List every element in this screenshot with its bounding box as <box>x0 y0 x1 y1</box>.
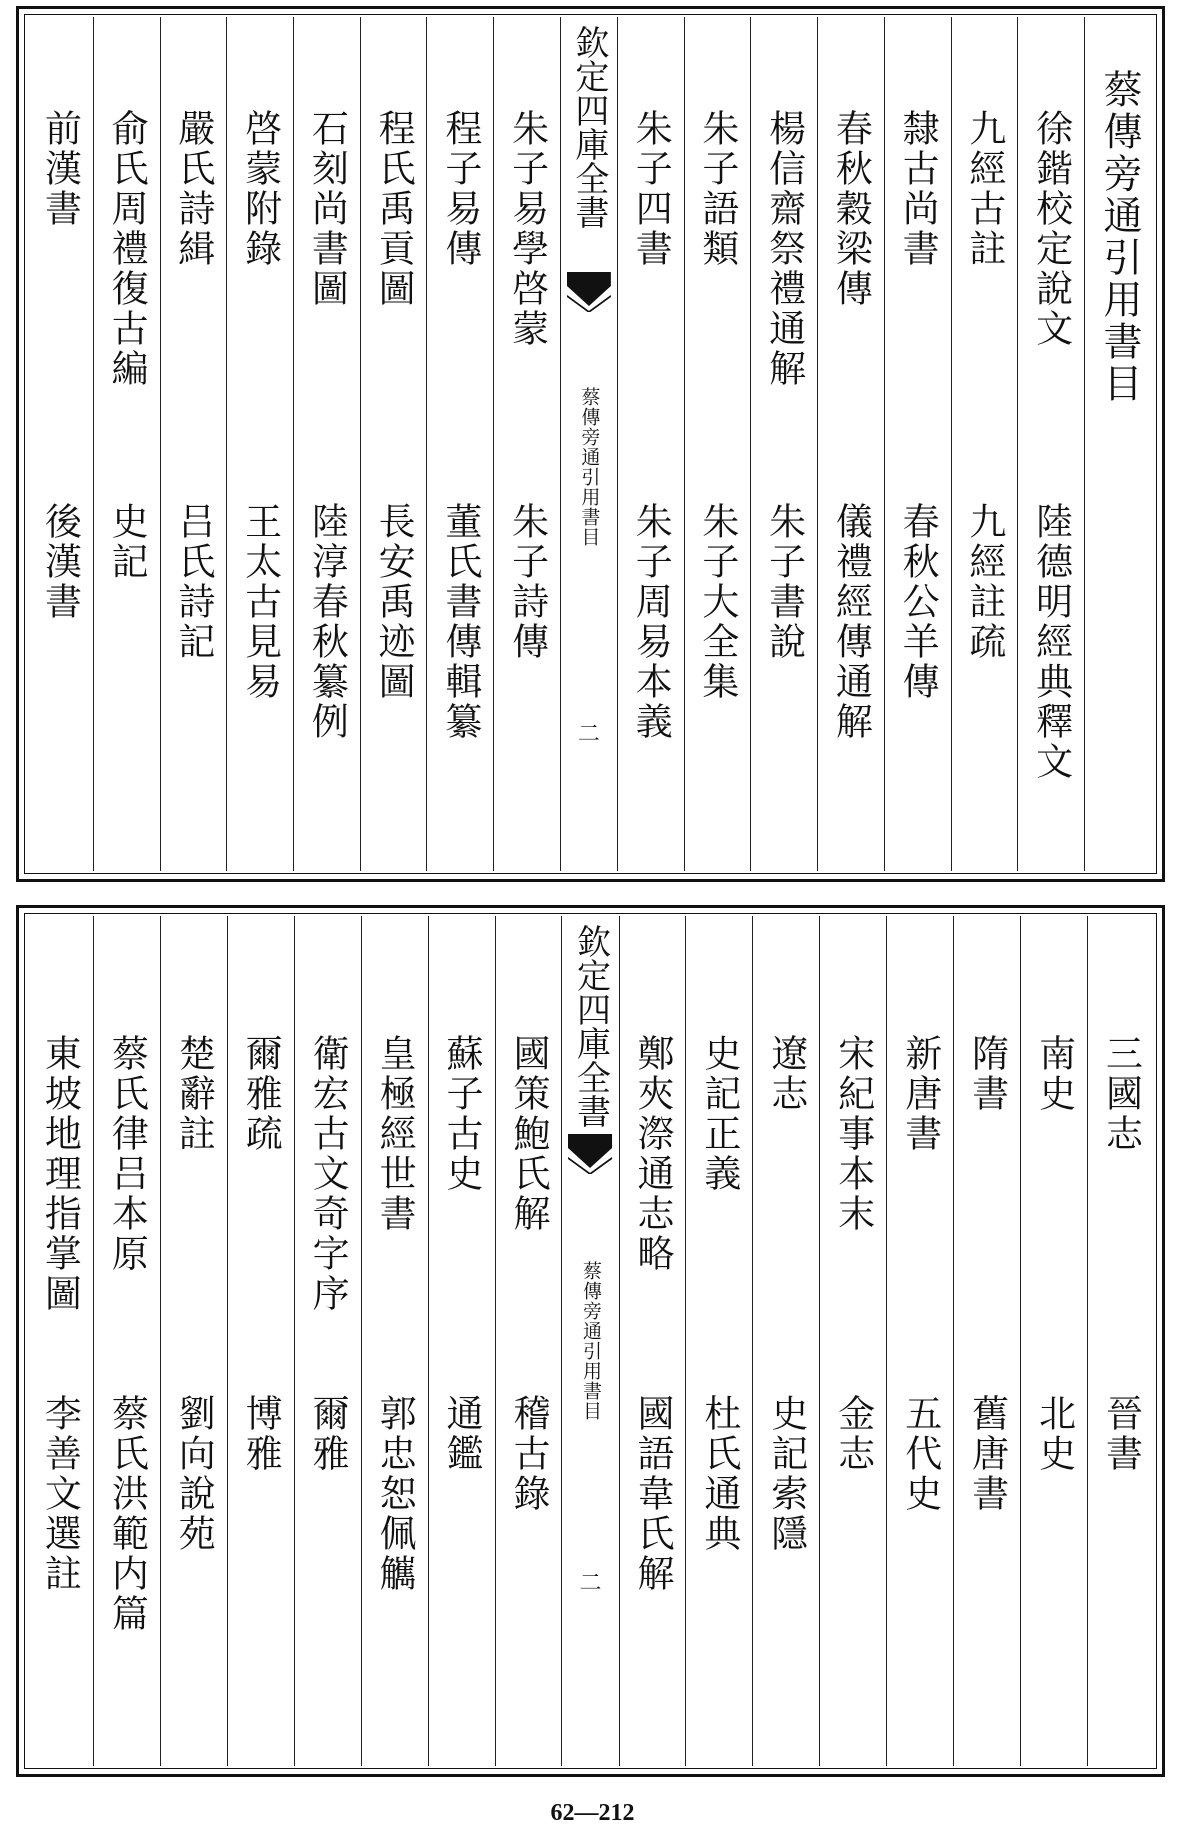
top-leaf <box>16 6 1165 882</box>
text-column <box>817 17 884 871</box>
book-entry: 長安禹迹圖 <box>372 502 416 702</box>
text-column <box>428 916 495 1766</box>
book-entry: 史記 <box>105 502 149 582</box>
book-entry: 王太古見易 <box>238 502 282 702</box>
book-entry: 晉書 <box>1099 1394 1143 1474</box>
book-entry: 陸淳春秋纂例 <box>305 502 349 742</box>
book-entry: 博雅 <box>239 1394 283 1474</box>
book-entry: 九經註疏 <box>962 502 1006 662</box>
text-column <box>493 17 560 871</box>
text-column <box>685 916 752 1766</box>
page-number: 62—212 <box>550 1800 635 1826</box>
text-column <box>495 916 562 1766</box>
text-column <box>884 17 951 871</box>
book-entry: 李善文選註 <box>38 1394 82 1594</box>
text-column <box>886 916 953 1766</box>
book-entry: 石刻尚書圖 <box>305 109 349 309</box>
text-column <box>93 916 160 1766</box>
book-entry: 朱子周易本義 <box>629 502 673 742</box>
book-entry: 北史 <box>1032 1394 1076 1474</box>
text-column <box>27 916 93 1766</box>
book-entry: 隋書 <box>965 1034 1009 1114</box>
text-column <box>819 916 886 1766</box>
book-entry: 國策鮑氏解 <box>506 1034 550 1234</box>
book-entry: 五代史 <box>898 1394 942 1514</box>
book-entry: 朱子詩傳 <box>505 502 549 662</box>
book-title: 欽定四庫全書 <box>568 25 609 229</box>
book-entry: 徐鍇校定說文 <box>1029 109 1073 349</box>
book-entry: 皇極經世書 <box>373 1034 417 1234</box>
center-fold-column <box>560 17 617 871</box>
text-column <box>294 916 361 1766</box>
text-column <box>617 17 684 871</box>
book-entry: 春秋穀梁傳 <box>829 109 873 309</box>
book-entry: 遼志 <box>764 1034 808 1114</box>
text-column <box>951 17 1018 871</box>
book-entry: 後漢書 <box>38 502 82 622</box>
book-entry: 南史 <box>1032 1034 1076 1114</box>
bottom-columns <box>27 916 1154 1766</box>
book-entry: 朱子四書 <box>629 109 673 269</box>
fold-section-title: 蔡傳旁通引用書目 <box>579 1261 602 1421</box>
text-column <box>750 17 817 871</box>
book-entry: 隸古尚書 <box>896 109 940 269</box>
book-entry: 啓蒙附錄 <box>238 109 282 269</box>
book-entry: 楚辭註 <box>172 1034 216 1154</box>
book-entry: 通鑑 <box>440 1394 484 1474</box>
book-entry: 國語韋氏解 <box>630 1394 674 1594</box>
book-entry: 程子易傳 <box>438 109 482 269</box>
book-entry: 嚴氏詩緝 <box>171 109 215 269</box>
text-column <box>684 17 751 871</box>
book-entry: 宋紀事本末 <box>831 1034 875 1234</box>
text-column <box>293 17 360 871</box>
center-fold-column <box>561 916 618 1766</box>
text-column <box>1020 916 1087 1766</box>
text-column <box>426 17 493 871</box>
book-entry: 朱子大全集 <box>695 502 739 702</box>
book-entry: 鄭夾漈通志略 <box>630 1034 674 1274</box>
book-title: 欽定四庫全書 <box>570 924 611 1128</box>
book-entry: 程氏禹貢圖 <box>372 109 416 309</box>
text-column <box>227 916 294 1766</box>
book-entry: 蔡氏律吕本原 <box>105 1034 149 1274</box>
book-entry: 吕氏詩記 <box>171 502 215 662</box>
book-entry: 杜氏通典 <box>697 1394 741 1554</box>
top-columns <box>27 17 1154 871</box>
book-entry: 劉向說苑 <box>172 1394 216 1554</box>
book-entry: 稽古錄 <box>506 1394 550 1514</box>
text-column <box>953 916 1020 1766</box>
book-entry: 朱子書說 <box>762 502 806 662</box>
list-heading-column <box>1084 17 1154 871</box>
text-column <box>93 17 160 871</box>
book-entry: 衛宏古文奇字序 <box>306 1034 350 1314</box>
book-entry: 史記索隱 <box>764 1394 808 1554</box>
book-entry: 前漢書 <box>38 109 82 229</box>
fishtail-mark <box>568 1134 612 1174</box>
book-entry: 史記正義 <box>697 1034 741 1194</box>
book-entry: 楊信齋祭禮通解 <box>762 109 806 389</box>
text-column <box>226 17 293 871</box>
book-entry: 朱子語類 <box>695 109 739 269</box>
book-entry: 春秋公羊傳 <box>896 502 940 702</box>
text-column <box>1017 17 1084 871</box>
book-entry: 舊唐書 <box>965 1394 1009 1514</box>
book-entry: 朱子易學啓蒙 <box>505 109 549 349</box>
book-entry: 爾雅疏 <box>239 1034 283 1154</box>
book-entry: 金志 <box>831 1394 875 1474</box>
book-entry: 蔡氏洪範内篇 <box>105 1394 149 1634</box>
book-entry: 三國志 <box>1099 1034 1143 1154</box>
text-column <box>27 17 93 871</box>
book-entry: 新唐書 <box>898 1034 942 1154</box>
leaf-number: 二 <box>577 722 600 747</box>
leaf-number: 二 <box>579 1571 602 1596</box>
text-column <box>752 916 819 1766</box>
book-entry: 九經古註 <box>962 109 1006 269</box>
text-column <box>619 916 686 1766</box>
bottom-leaf <box>16 905 1165 1777</box>
book-entry: 爾雅 <box>306 1394 350 1474</box>
book-entry: 俞氏周禮復古編 <box>105 109 149 389</box>
book-entry: 董氏書傳輯纂 <box>438 502 482 742</box>
book-entry: 陸德明經典釋文 <box>1029 502 1073 782</box>
fold-section-title: 蔡傳旁通引用書目 <box>578 387 601 547</box>
text-column <box>360 17 427 871</box>
list-heading: 蔡傳旁通引用書目 <box>1096 69 1142 405</box>
book-entry: 儀禮經傳通解 <box>829 502 873 742</box>
book-entry: 郭忠恕佩觽 <box>373 1394 417 1594</box>
text-column <box>160 916 227 1766</box>
fishtail-mark <box>567 272 611 312</box>
text-column <box>1087 916 1154 1766</box>
book-entry: 蘇子古史 <box>440 1034 484 1194</box>
book-entry: 東坡地理指掌圖 <box>38 1034 82 1314</box>
text-column <box>160 17 227 871</box>
text-column <box>361 916 428 1766</box>
